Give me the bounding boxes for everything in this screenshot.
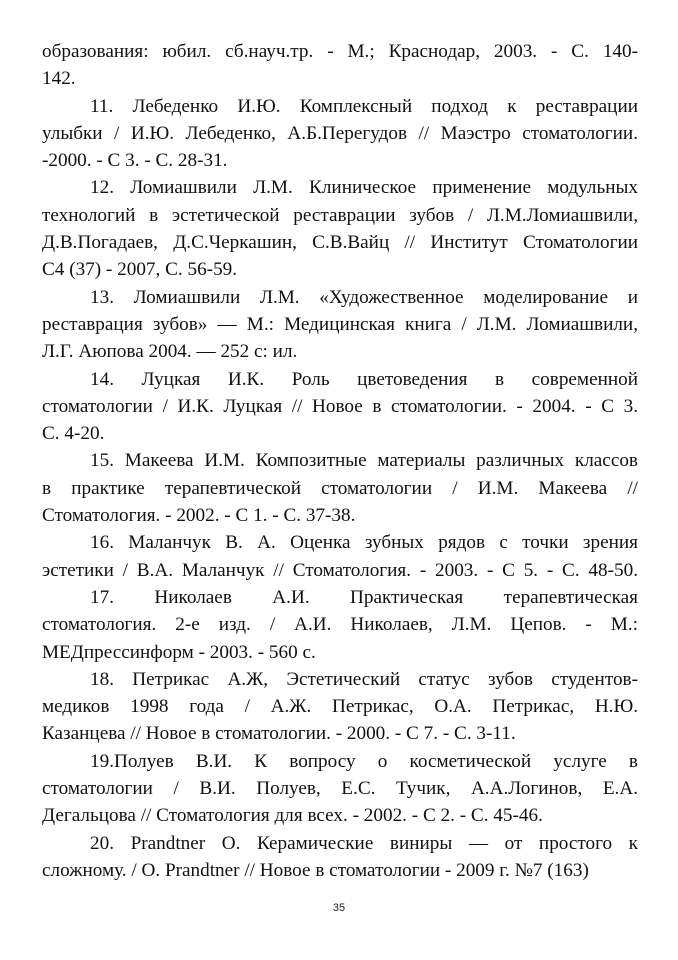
reference-text-line: в практике терапевтической стоматологии / И.М. Макеева //	[42, 477, 638, 499]
reference-entry-start-line: 14. Луцкая И.К. Роль цветоведения в современной	[90, 368, 638, 390]
reference-text-line: сложному. / О. Prandtner // Новое в стоматологии - 2009 г. №7 (163)	[42, 859, 589, 881]
reference-text-line: стоматология. 2-е изд. / А.И. Николаев, Л.М. Цепов. - М.:	[42, 614, 638, 636]
reference-entry-start-line: 11. Лебеденко И.Ю. Комплексный подход к реставрации	[90, 95, 638, 117]
reference-text-line: С. 4-20.	[42, 423, 105, 445]
reference-entry-start-line: 18. Петрикас А.Ж, Эстетический статус зубов студентов-	[90, 668, 638, 690]
reference-entry-start-line: 19.Полуев В.И. К вопросу о косметической услуге в	[90, 750, 638, 772]
reference-entry-start-line: 13. Ломиашвили Л.М. «Художественное моделирование и	[90, 286, 638, 308]
reference-entry-start-line: 15. Макеева И.М. Композитные материалы различных классов	[90, 450, 638, 472]
reference-entry-start-line: 17. Николаев А.И. Практическая терапевтическая	[90, 586, 638, 608]
reference-text-line: С4 (37) - 2007, С. 56-59.	[42, 259, 238, 281]
reference-text-line: Дегальцова // Стоматология для всех. - 2002. - С 2. - С. 45-46.	[42, 805, 543, 827]
page-number: 35	[332, 902, 346, 914]
reference-text-line: Стоматология. - 2002. - С 1. - С. 37-38.	[42, 505, 356, 527]
reference-entry-start-line: 20. Prandtner О. Керамические виниры — от простого к	[90, 832, 638, 854]
reference-list	[42, 38, 638, 884]
reference-text-line: улыбки / И.Ю. Лебеденко, А.Б.Перегудов // Маэстро стоматологии.	[42, 122, 638, 144]
reference-text-line: технологий в эстетической реставрации зубов / Л.М.Ломиашвили,	[42, 204, 638, 226]
reference-text-line: Казанцева // Новое в стоматологии. - 2000. - С 7. - С. 3-11.	[42, 723, 516, 745]
reference-text-line: стоматологии / В.И. Полуев, Е.С. Тучик, А.А.Логинов, Е.А.	[42, 778, 638, 800]
reference-text-line: эстетики / В.А. Маланчук // Стоматология. - 2003. - С 5. - С. 48-50.	[42, 559, 638, 581]
reference-text-line: стоматологии / И.К. Луцкая // Новое в стоматологии. - 2004. - С 3.	[42, 395, 638, 417]
reference-text-line: МЕДпрессинформ - 2003. - 560 с.	[42, 641, 316, 663]
reference-text-line: образования: юбил. сб.науч.тр. - М.; Краснодар, 2003. - С. 140-	[42, 41, 638, 62]
reference-entry-start-line: 16. Маланчук В. А. Оценка зубных рядов с точки зрения	[90, 532, 638, 554]
reference-text-line: медиков 1998 года / А.Ж. Петрикас, О.А. Петрикас, Н.Ю.	[42, 696, 638, 718]
reference-entry-start-line: 12. Ломиашвили Л.М. Клиническое применение модульных	[90, 177, 638, 199]
reference-text-line: Л.Г. Аюпова 2004. — 252 с: ил.	[42, 341, 298, 363]
reference-text-line: -2000. - С 3. - С. 28-31.	[42, 150, 228, 172]
reference-text-line: Д.В.Погадаев, Д.С.Черкашин, С.В.Вайц // Институт Стоматологии	[42, 232, 638, 254]
reference-text-line: 142.	[42, 68, 76, 90]
reference-text-line: реставрация зубов» — М.: Медицинская книга / Л.М. Ломиашвили,	[42, 313, 638, 335]
